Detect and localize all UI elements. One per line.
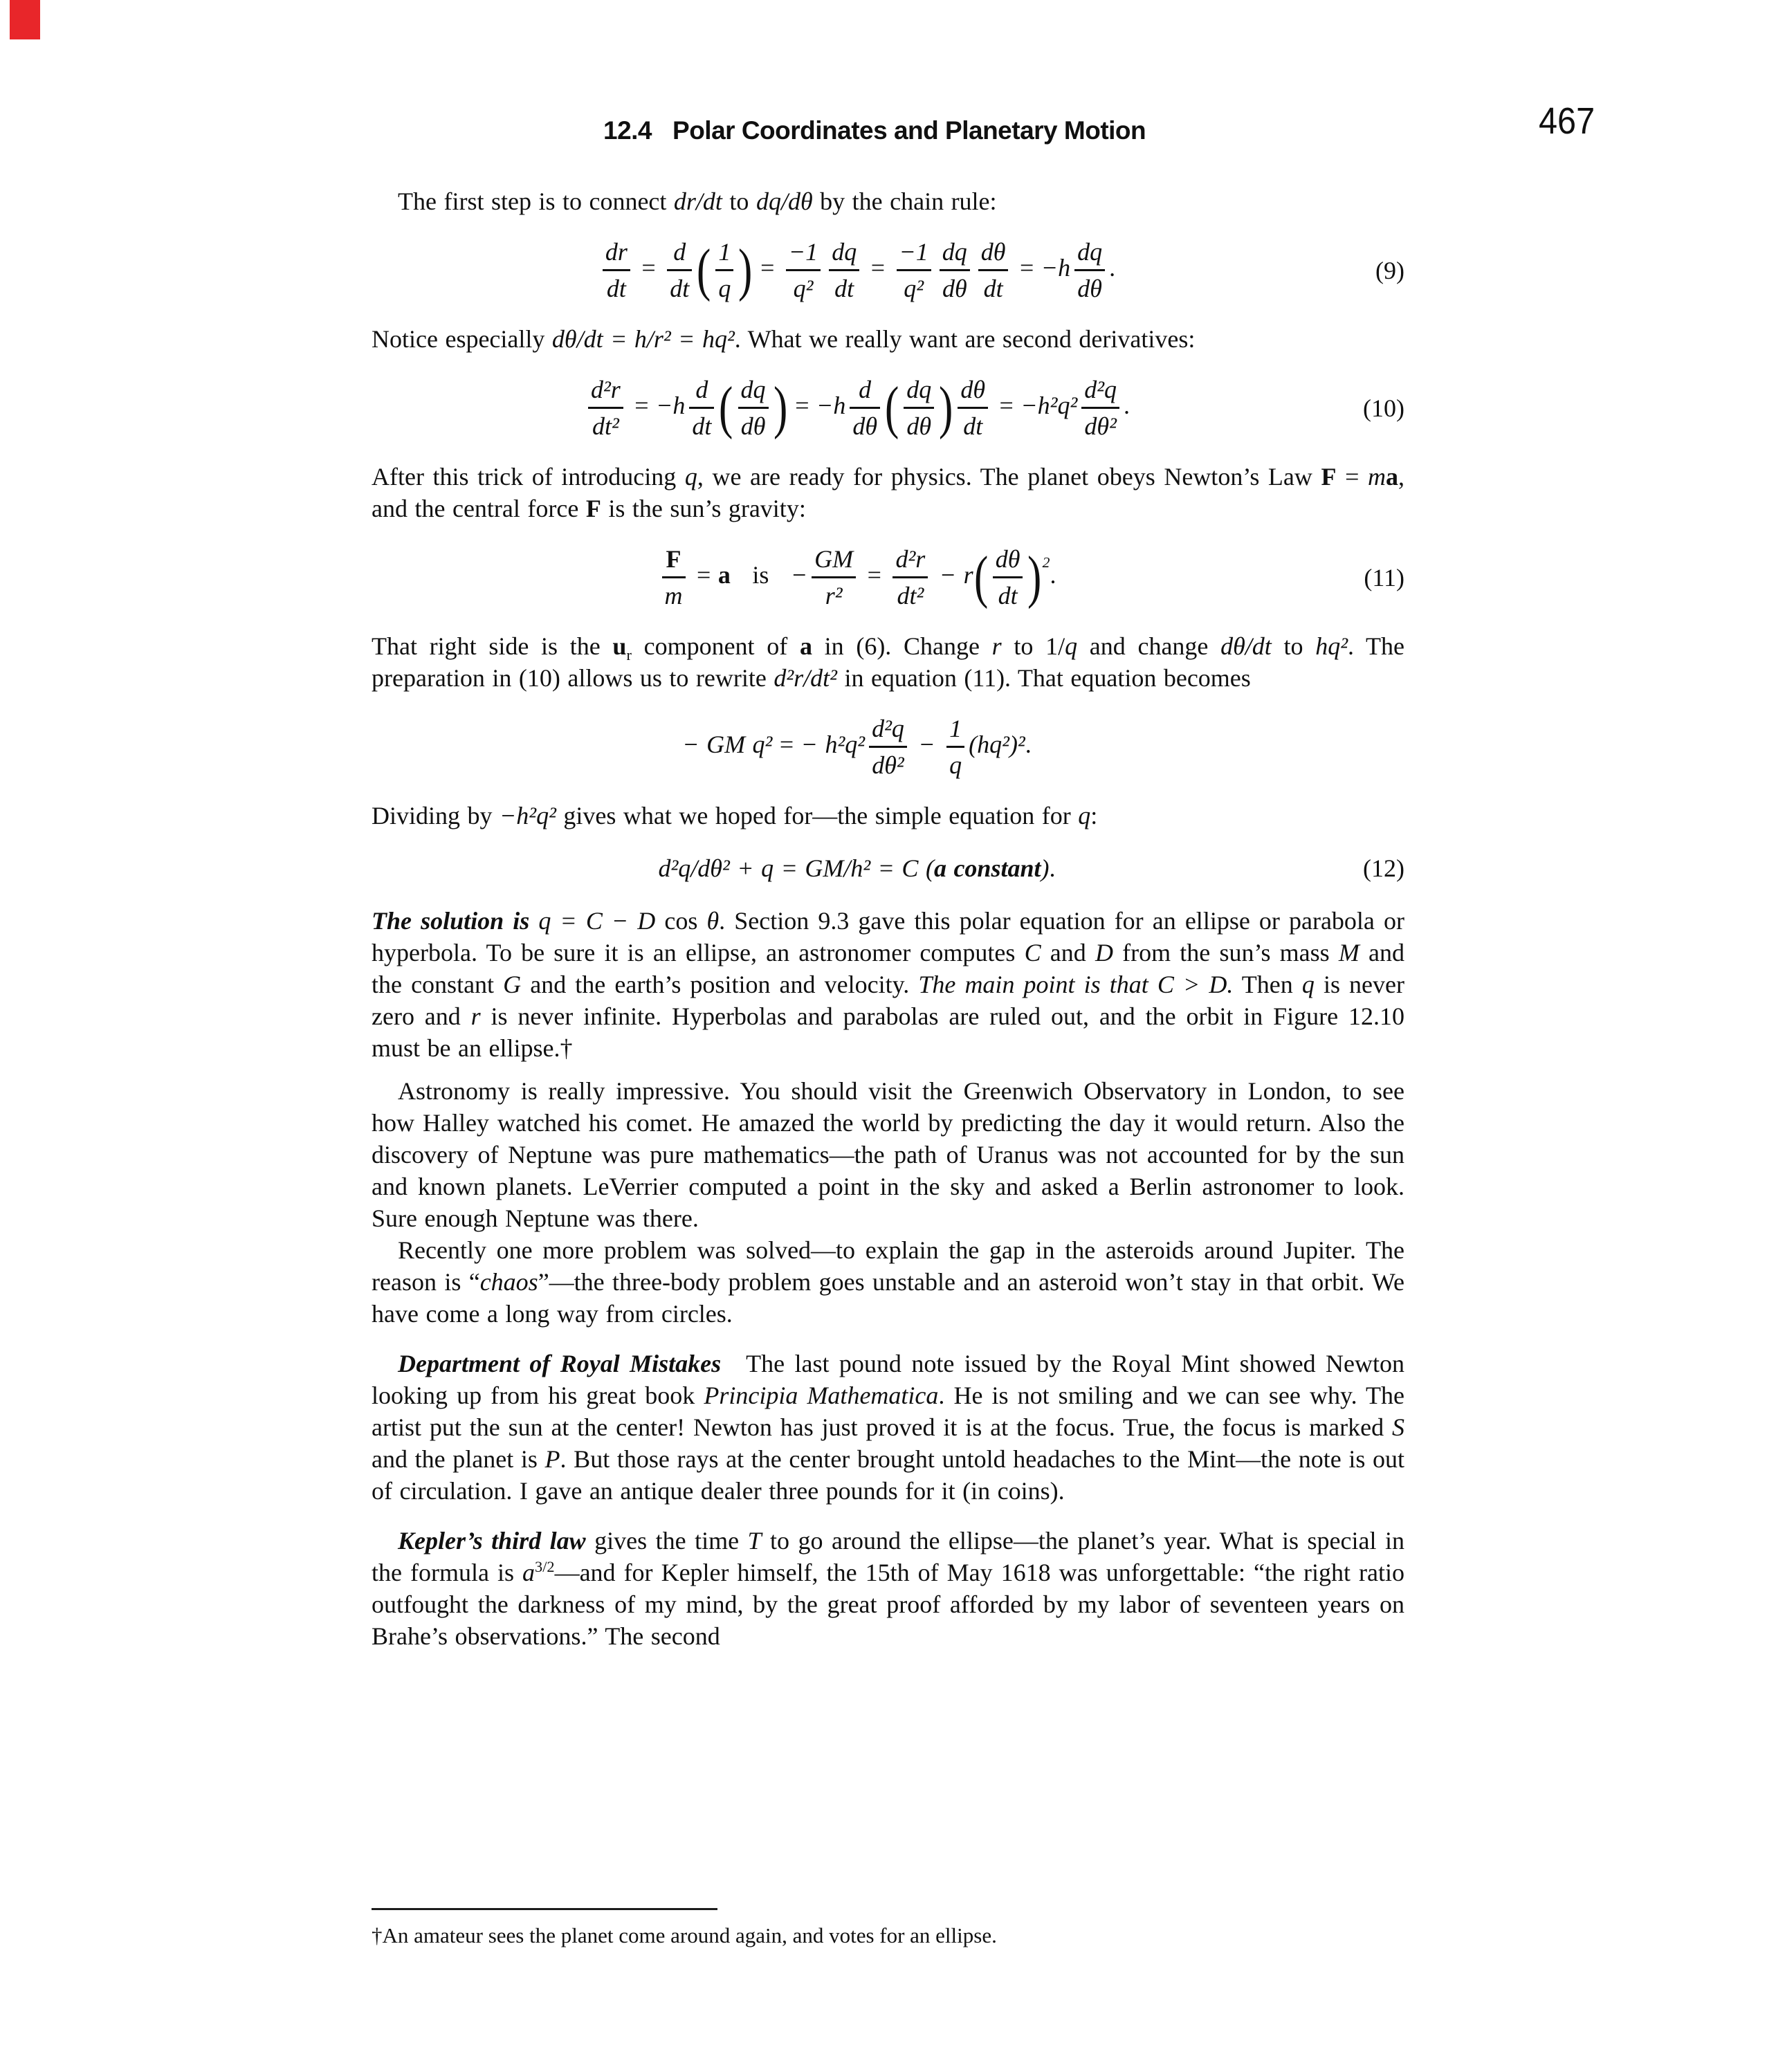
equation-text: (hq²)² <box>969 730 1025 758</box>
equation <box>372 852 1404 884</box>
text-run: and <box>1041 939 1095 966</box>
fraction <box>603 238 630 302</box>
text-run: Dividing by <box>372 802 500 829</box>
denominator: dθ <box>850 407 880 440</box>
numerator: d <box>859 376 872 403</box>
numerator: dθ <box>980 238 1006 266</box>
page-content <box>372 185 1404 1652</box>
fraction <box>892 545 928 609</box>
text-run: and change <box>1077 632 1221 660</box>
numerator: dq <box>1077 238 1103 266</box>
text-run: r <box>470 1002 481 1030</box>
equation-text: . <box>1109 253 1116 282</box>
fraction <box>850 376 880 440</box>
big-paren: ) <box>939 375 953 440</box>
equation-text: − <box>790 560 808 589</box>
text-run: Department of Royal Mistakes <box>398 1350 722 1377</box>
equation-text: − h²q² <box>800 730 866 758</box>
text-run: . The preparation in (10) allows us to rewrite <box>372 632 1404 692</box>
numerator: dθ <box>960 376 986 403</box>
equation-text: − r <box>932 560 973 589</box>
equation-body <box>682 715 1031 779</box>
equation-text: = <box>689 560 718 589</box>
fraction <box>715 238 733 302</box>
text-run: θ <box>706 907 720 935</box>
text-run: F <box>585 495 601 522</box>
fraction <box>829 238 859 302</box>
text-run: to go around the ellipse—the planet’s year. What is special in the formula is <box>372 1527 1404 1586</box>
text-run: is never infinite. Hyperbolas and parabolas are ruled out, and the orbit in Figure 12.10 must be an ellipse.† <box>372 1002 1404 1062</box>
equation <box>372 545 1404 609</box>
equation-text: ) <box>1041 854 1050 882</box>
fraction <box>812 545 856 609</box>
big-paren: ) <box>738 237 753 302</box>
text-run: dq/dθ <box>756 187 813 215</box>
numerator: dq <box>740 376 766 403</box>
paragraph <box>372 1348 1404 1507</box>
text-run: cos <box>655 907 707 935</box>
denominator: dθ² <box>869 746 907 779</box>
text-run: , and the central force <box>372 463 1404 522</box>
denominator: m <box>662 576 686 609</box>
paragraph <box>372 905 1404 1064</box>
fraction <box>869 715 907 779</box>
equation-number: (10) <box>1363 394 1404 422</box>
text-run: gives what we hoped for—the simple equation for <box>556 802 1079 829</box>
equation <box>372 715 1404 779</box>
text-run: q <box>1065 632 1078 660</box>
section-number: 12.4 <box>603 116 652 145</box>
equation-text: −h <box>656 391 686 419</box>
fraction <box>940 238 970 302</box>
text-run: C <box>1024 939 1041 966</box>
text-run: to 1/ <box>1001 632 1065 660</box>
fraction <box>738 376 769 440</box>
text-run: G <box>503 971 522 998</box>
equation-text: . <box>1124 391 1130 419</box>
denominator: dθ <box>940 269 970 302</box>
text-run: = <box>1336 463 1368 491</box>
text-run: and the constant <box>372 939 1405 998</box>
page-number: 467 <box>1538 100 1595 142</box>
text-run: . But those rays at the center brought untold headaches to the Mint—the note is out of circulation. I gave an antique dealer three pounds for it (in coins). <box>372 1445 1404 1505</box>
exponent: 2 <box>1042 554 1050 571</box>
numerator: dθ <box>995 545 1020 573</box>
fraction <box>946 715 964 779</box>
equation-text: = <box>863 253 892 282</box>
equation-body <box>659 852 1056 884</box>
paragraph <box>372 185 1404 217</box>
paragraph <box>372 1234 1404 1330</box>
denominator: dθ <box>1074 269 1105 302</box>
text-run: —and for Kepler himself, the 15th of May 1618 was unforgettable: “the right ratio outfought the darkness of my mind, by the great proof afforded by my labor of seventeen years on Brahe’s observations.” The second <box>372 1559 1404 1650</box>
equation-text: = <box>860 560 889 589</box>
equation-text: a <box>717 560 731 589</box>
numerator: d <box>673 238 686 266</box>
text-run: q = C − D <box>538 907 656 935</box>
text-run: from the sun’s mass <box>1113 939 1339 966</box>
text-run: q <box>684 463 697 491</box>
equation-text: − GM q² <box>682 730 773 758</box>
text-run: . What we really want are second derivatives: <box>734 325 1196 353</box>
text-run: : <box>1090 802 1098 829</box>
text-run: to <box>722 187 756 215</box>
big-paren: ( <box>697 237 711 302</box>
text-run: Principia Mathematica <box>704 1382 939 1409</box>
denominator: dt <box>667 269 692 302</box>
fraction <box>786 238 821 302</box>
equation-body <box>598 238 1115 302</box>
denominator: dt <box>689 407 714 440</box>
text-run: and the planet is <box>372 1445 545 1473</box>
text-run: −h²q² <box>500 802 556 829</box>
big-paren: ( <box>719 375 733 440</box>
paragraph <box>372 1075 1404 1234</box>
equation-text: . <box>1025 730 1032 758</box>
text-run: ”—the three-body problem goes unstable and an asteroid won’t stay in that orbit. We have come a long way from circles. <box>372 1268 1405 1328</box>
denominator: q² <box>786 269 821 302</box>
equation-text: −h <box>816 391 846 419</box>
equation-text: = <box>627 391 657 419</box>
text-run: chaos <box>479 1268 538 1296</box>
text-run: T <box>747 1527 762 1555</box>
text-run: The first step is to connect <box>398 187 674 215</box>
text-run: hq² <box>1315 632 1348 660</box>
text-run: Astronomy is really impressive. You should visit the Greenwich Observatory in London, to see how Halley watched his comet. He amazed the world by predicting the day it would return. Also the discovery of Neptune was pure mathematics—the path of Uranus was not accounted for by the sun and known planets. LeVerrier computed a point in the sky and asked a Berlin astronomer to look. Sure enough Neptune was there. <box>372 1077 1404 1232</box>
denominator: q² <box>897 269 931 302</box>
equation-number: (12) <box>1363 854 1404 882</box>
numerator: d²q <box>1084 376 1117 403</box>
fraction <box>904 376 934 440</box>
equation-number: (9) <box>1375 256 1404 284</box>
numerator: d²q <box>872 715 904 742</box>
denominator: dt <box>829 269 859 302</box>
equation-body <box>584 376 1130 440</box>
text-run: r <box>626 646 632 664</box>
fraction <box>1074 238 1105 302</box>
text-run: and the earth’s position and velocity. <box>521 971 919 998</box>
equation-text: = <box>772 730 801 758</box>
text-run: . Section 9.3 gave this polar equation for an ellipse or parabola or hyperbola. To be sure it is an ellipse, an astronomer computes <box>372 907 1404 966</box>
denominator: dt² <box>588 407 623 440</box>
text-run: in equation (11). That equation becomes <box>836 664 1251 692</box>
text-run: r <box>991 632 1002 660</box>
fraction <box>588 376 623 440</box>
text-run: The last pound note issued by the Royal Mint showed Newton looking up from his great book <box>372 1350 1405 1409</box>
denominator: dt <box>603 269 630 302</box>
text-run: Then <box>1233 971 1302 998</box>
text-run: . He is not smiling and we can see why. The artist put the sun at the center! Newton has just proved it is at the focus. True, the focus is marked <box>372 1382 1404 1441</box>
text-run: M <box>1338 939 1360 966</box>
numerator: GM <box>814 545 854 573</box>
text-run: Notice especially <box>372 325 552 353</box>
text-run: d²r/dt² <box>773 664 837 692</box>
text-run: in (6). Change <box>812 632 992 660</box>
text-run: m <box>1367 463 1386 491</box>
denominator: dθ² <box>1081 407 1119 440</box>
corner-mark <box>10 0 40 39</box>
equation <box>372 238 1404 302</box>
text-run: The solution is <box>372 907 539 935</box>
equation-text: − <box>910 730 943 758</box>
fraction <box>993 545 1023 609</box>
equation-text: is <box>730 560 791 589</box>
text-run: to <box>1271 632 1316 660</box>
fraction <box>1081 376 1119 440</box>
big-paren: ) <box>1027 544 1042 609</box>
numerator: F <box>666 545 681 573</box>
text-run: gives the time <box>585 1527 748 1555</box>
numerator: −1 <box>788 238 818 266</box>
numerator: 1 <box>949 715 962 742</box>
numerator: −1 <box>899 238 928 266</box>
numerator: dr <box>605 238 628 266</box>
paragraph <box>372 323 1404 355</box>
fraction <box>667 238 692 302</box>
equation-text: d²q/dθ² + q = GM/h² = C ( <box>658 854 934 882</box>
text-run: Kepler’s third law <box>398 1527 586 1555</box>
equation-text: = <box>1012 253 1041 282</box>
paragraph <box>372 461 1404 524</box>
text-run: a <box>1385 463 1398 491</box>
numerator: dq <box>942 238 967 266</box>
big-paren: ) <box>773 375 787 440</box>
paragraph <box>372 800 1404 832</box>
numerator: dq <box>832 238 857 266</box>
paragraph <box>372 1525 1404 1652</box>
equation-text: = <box>634 253 663 282</box>
running-head <box>603 116 1146 145</box>
text-run: is never zero and <box>372 971 1404 1030</box>
big-paren: ( <box>973 544 988 609</box>
text-run: dθ/dt <box>1220 632 1272 660</box>
fraction <box>958 376 988 440</box>
numerator: d²r <box>590 376 621 403</box>
equation-text: = <box>753 253 782 282</box>
text-run: P <box>544 1445 560 1473</box>
text-run: dθ/dt = h/r² = hq² <box>551 325 735 353</box>
footnote-rule <box>372 1908 717 1910</box>
text-run: D <box>1095 939 1113 966</box>
equation-text: . <box>1049 854 1056 882</box>
text-run: a <box>799 632 812 660</box>
big-paren: ( <box>884 375 899 440</box>
numerator: dq <box>906 376 932 403</box>
text-run: is the sun’s gravity: <box>601 495 806 522</box>
section-title: Polar Coordinates and Planetary Motion <box>672 116 1146 145</box>
paragraph <box>372 630 1404 694</box>
denominator: dt <box>958 407 988 440</box>
text-run: a <box>522 1559 535 1586</box>
text-run: q <box>1301 971 1315 998</box>
text-run: After this trick of introducing <box>372 463 685 491</box>
fraction <box>662 545 686 609</box>
fraction <box>689 376 714 440</box>
denominator: dθ <box>738 407 769 440</box>
fraction <box>897 238 931 302</box>
text-run: u <box>612 632 627 660</box>
equation-text: a constant <box>933 854 1041 882</box>
equation <box>372 376 1404 440</box>
denominator: dt <box>993 576 1023 609</box>
denominator: dθ <box>904 407 934 440</box>
denominator: q <box>715 269 733 302</box>
equation-text: = <box>992 391 1021 419</box>
text-run: dr/dt <box>673 187 722 215</box>
denominator: r² <box>812 576 856 609</box>
equation-text: = <box>787 391 817 419</box>
footnote <box>372 1922 1404 1950</box>
text-run: S <box>1392 1413 1404 1441</box>
denominator: dt² <box>892 576 928 609</box>
equation-text: . <box>1050 560 1056 589</box>
text-run: component of <box>631 632 800 660</box>
numerator: 1 <box>718 238 731 266</box>
text-run: The main point is that C > D. <box>918 971 1234 998</box>
equation-number: (11) <box>1364 563 1404 592</box>
text-run: 3/2 <box>535 1558 555 1575</box>
equation-text: −h <box>1041 253 1071 282</box>
fraction <box>978 238 1009 302</box>
equation-text: −h²q² <box>1020 391 1078 419</box>
text-run: q <box>1078 802 1091 829</box>
numerator: d <box>695 376 708 403</box>
text-run: †An amateur sees the planet come around again, and votes for an ellipse. <box>372 1923 997 1947</box>
text-run: F <box>1321 463 1337 491</box>
denominator: q <box>946 746 964 779</box>
equation-body <box>658 545 1056 609</box>
text-run: That right side is the <box>372 632 613 660</box>
text-run: by the chain rule: <box>812 187 997 215</box>
numerator: d²r <box>895 545 926 573</box>
text-run: Recently one more problem was solved—to explain the gap in the asteroids around Jupiter. The reason is “ <box>372 1236 1404 1296</box>
text-run: , we are ready for physics. The planet obeys Newton’s Law <box>697 463 1321 491</box>
denominator: dt <box>978 269 1009 302</box>
